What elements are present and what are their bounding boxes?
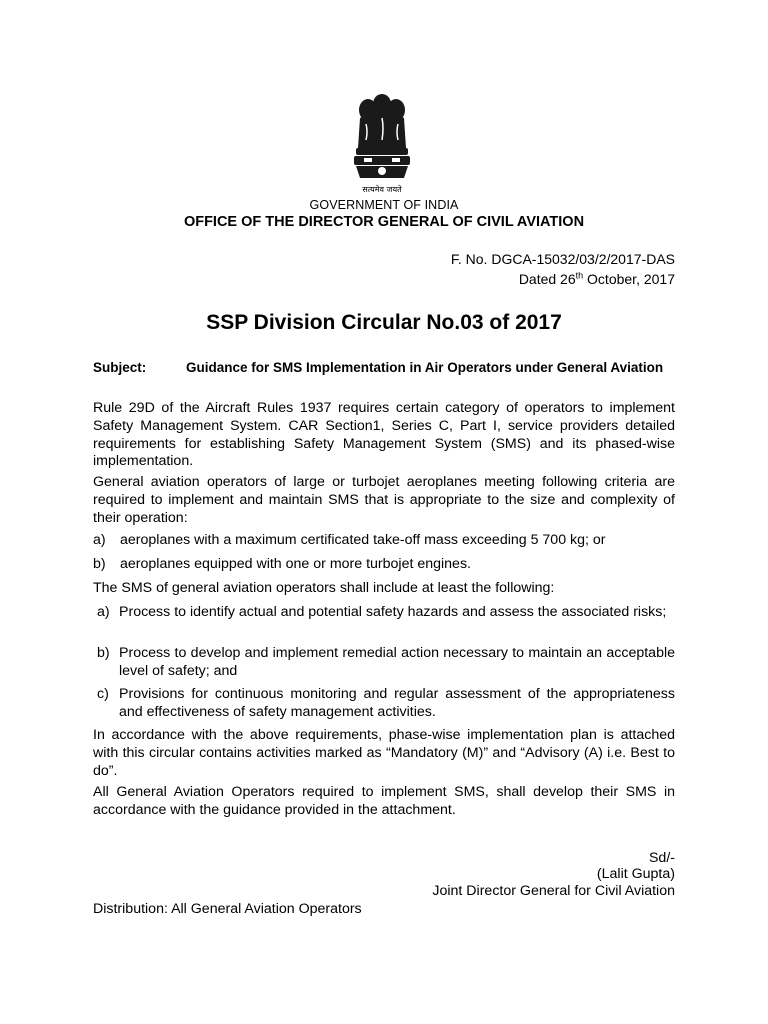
circular-title: SSP Division Circular No.03 of 2017 <box>206 311 562 334</box>
paragraph-implementation-plan: In accordance with the above requirements, phase-wise implementation plan is attached with this circular contains activities marked as “Mandatory (M)” and “Advisory (A) i.e. Best to do”. <box>93 727 675 779</box>
criteria-marker: b) <box>93 556 106 572</box>
national-emblem-icon <box>346 88 418 198</box>
criteria-item <box>93 556 675 574</box>
list-marker: b) <box>97 645 110 661</box>
paragraph-sms-includes: The SMS of general aviation operators shall include at least the following: <box>93 580 555 596</box>
date-superscript: th <box>575 270 584 281</box>
paragraph-rule-29d: Rule 29D of the Aircraft Rules 1937 requires certain category of operators to implement Safety Management System. CAR Section1, Series C, Part I, service providers detailed requirements for establishing Safety Management System (SMS) and its phased-wise implementation. <box>93 400 675 470</box>
office-heading: OFFICE OF THE DIRECTOR GENERAL OF CIVIL AVIATION <box>183 214 585 230</box>
date-suffix: October, 2017 <box>583 271 675 287</box>
list-marker: a) <box>97 604 110 620</box>
criteria-item <box>93 532 675 550</box>
date-prefix: Dated 26 <box>518 271 576 287</box>
distribution-line: Distribution: All General Aviation Operators <box>93 901 362 917</box>
subject-label: Subject: <box>93 360 147 375</box>
signatory-name: (Lalit Gupta) <box>596 866 675 882</box>
signatory-designation: Joint Director General for Civil Aviation <box>432 883 675 899</box>
signature-sd: Sd/- <box>648 850 675 866</box>
list-text: Provisions for continuous monitoring and regular assessment of the appropriateness and effectiveness of safety management activities. <box>119 686 675 720</box>
list-text: Process to develop and implement remedial action necessary to maintain an acceptable level of safety; and <box>119 645 675 679</box>
paragraph-criteria-intro: General aviation operators of large or turbojet aeroplanes meeting following criteria are required to implement and maintain SMS that is appropriate to the size and complexity of their operation: <box>93 474 675 526</box>
list-text: Process to identify actual and potential safety hazards and assess the associated risks; <box>119 604 667 620</box>
criteria-text: aeroplanes equipped with one or more turbojet engines. <box>120 556 471 572</box>
subject-text: Guidance for SMS Implementation in Air Operators under General Aviation <box>186 360 664 375</box>
criteria-text: aeroplanes with a maximum certificated take-off mass exceeding 5 700 kg; or <box>120 532 606 548</box>
government-heading: GOVERNMENT OF INDIA <box>309 198 459 212</box>
issue-date <box>519 271 675 287</box>
criteria-marker: a) <box>93 532 106 548</box>
list-marker: c) <box>97 686 109 702</box>
emblem-motto: सत्यमेव जयते <box>362 185 402 194</box>
file-number: F. No. DGCA-15032/03/2/2017-DAS <box>450 251 675 267</box>
paragraph-guidance: All General Aviation Operators required to implement SMS, shall develop their SMS in accordance with the guidance provided in the attachment. <box>93 784 675 818</box>
